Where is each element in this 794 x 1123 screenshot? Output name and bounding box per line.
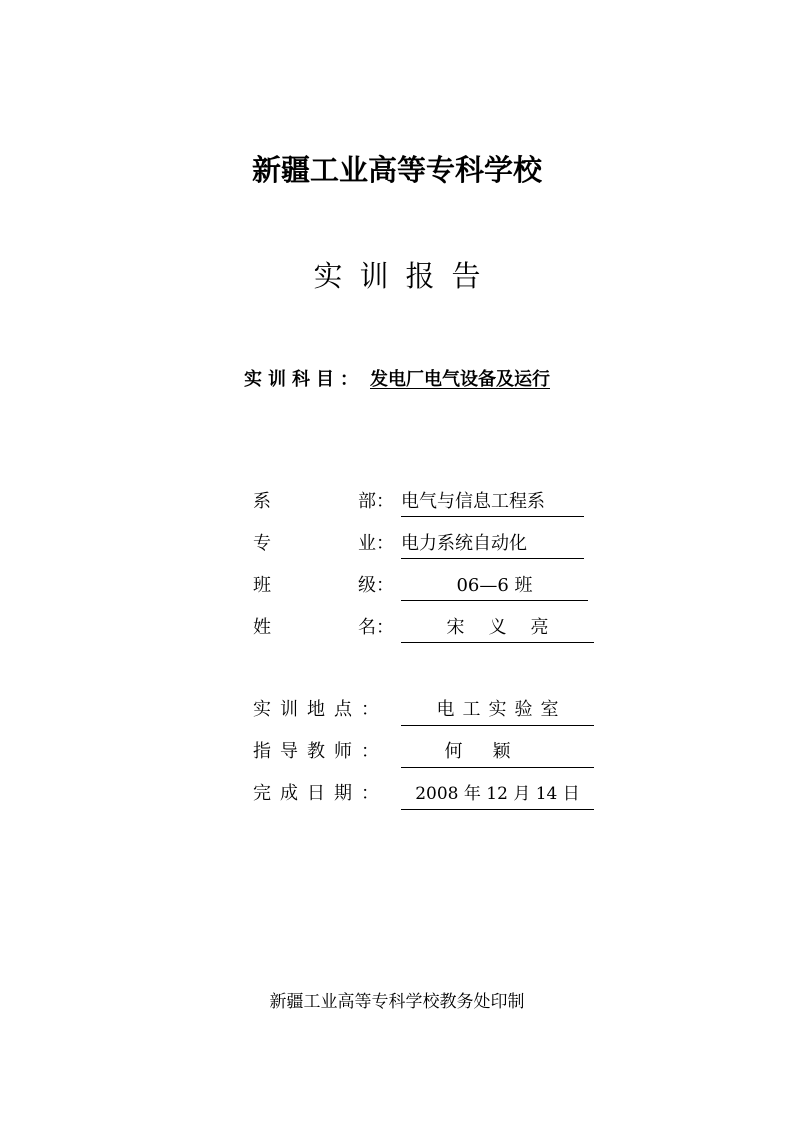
name-value: 宋义亮 (401, 613, 594, 643)
location-row (253, 694, 613, 726)
report-title: 实训报告 (313, 259, 498, 293)
name-label-char: 姓 (253, 617, 271, 638)
footer-printer: 新疆工业高等专科学校教务处印制 (269, 992, 525, 1012)
class-row (253, 571, 613, 601)
class-label-char: 班 (253, 575, 271, 596)
department-row (253, 487, 613, 517)
location-label: 实训地点： (253, 699, 388, 720)
subject-row (0, 366, 794, 394)
major-row (253, 529, 613, 559)
department-value: 电气与信息工程系 (401, 487, 584, 517)
major-label-char: 专 (253, 533, 271, 554)
completion-date-label: 完成日期： (253, 783, 388, 804)
major-label-suffix: 业： (358, 533, 394, 554)
name-row (253, 613, 613, 643)
class-label-suffix: 级： (358, 575, 394, 596)
subject-value: 发电厂电气设备及运行 (370, 369, 550, 390)
department-label-char: 系 (253, 491, 271, 512)
completion-date-value: 2008 年 12 月 14 日 (401, 778, 594, 810)
instructor-label: 指导教师： (253, 741, 388, 762)
school-name: 新疆工业高等专科学校 (251, 153, 542, 187)
class-value: 06—6 班 (401, 571, 588, 601)
location-value: 电工实验室 (401, 694, 594, 726)
instructor-value: 何颖 (401, 736, 594, 768)
subject-label: 实训科目： (244, 369, 364, 390)
department-label-suffix: 部： (358, 491, 394, 512)
instructor-row (253, 736, 613, 768)
major-value: 电力系统自动化 (401, 529, 584, 559)
completion-date-row (253, 778, 613, 810)
name-label-suffix: 名： (358, 617, 394, 638)
